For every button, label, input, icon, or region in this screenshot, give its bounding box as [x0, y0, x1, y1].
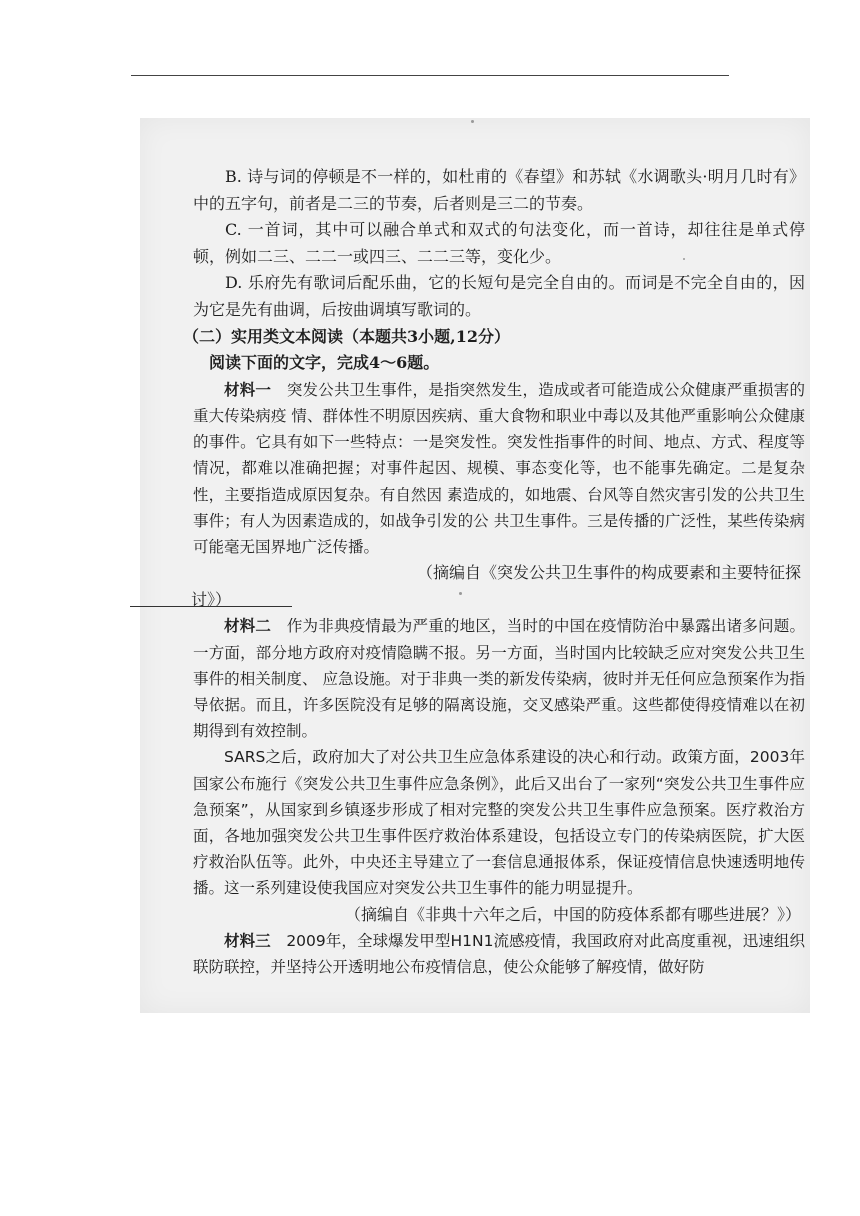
margin-rule — [130, 606, 292, 607]
option-d: D. 乐府先有歌词后配乐曲，它的长短句是完全自由的。而词是不完全自由的，因为它是先有曲调，后按曲调填写歌词的。 — [193, 273, 805, 319]
material-1-label: 材料一 — [224, 380, 272, 399]
material-1-text: 突发公共卫生事件，是指突然发生，造成或者可能造成公众健康严重损害的重大传染病疫 情、群体性不明原因疾病、重大食物和职业中毒以及其他严重影响公众健康的事件。它具有如下一些特点：一是突发性。突发性指事件的时间、地点、方式、程度等情况，都难以准确把握；对事件起因、规模、事态变化等，也不能事先确定。二是复杂性，主要指造成原因复杂。有自然因 素造成的，如地震、台风等自然灾害引发的公共卫生事件；有人为因素造成的，如战争引发的公 共卫生事件。三是传播的广泛性，某些传染病可能毫无国界地广泛传播。 — [193, 380, 805, 556]
material-1-source: （摘编自《突发公共卫生事件的构成要素和主要特征探 — [416, 563, 801, 583]
option-b: B. 诗与词的停顿是不一样的，如杜甫的《春望》和苏轼《水调歌头·明月几时有》中的五字句，前者是二三的节奏，后者则是三二的节奏。 — [193, 167, 805, 213]
material-2 — [193, 613, 805, 744]
scan-speck — [459, 592, 462, 595]
material-2-label: 材料二 — [224, 617, 272, 636]
material-3-text: 2009年，全球爆发甲型H1N1流感疫情，我国政府对此高度重视，迅速组织联防联控，并坚持公开透明地公布疫情信息，使公众能够了解疫情，做好防 — [193, 932, 805, 977]
material-3-label: 材料三 — [224, 932, 271, 951]
header-rule — [131, 75, 729, 76]
option-c: C. 一首词，其中可以融合单式和双式的句法变化，而一首诗，却往往是单式停顿，例如二三、二二一或四三、二二三等，变化少。 — [193, 220, 805, 266]
section-instruction: 阅读下面的文字，完成4～6题。 — [209, 353, 440, 373]
material-3 — [193, 928, 805, 980]
scan-speck — [471, 120, 474, 123]
material-2-source: （摘编自《非典十六年之后，中国的防疫体系都有哪些进展？》） — [344, 904, 801, 924]
exam-text — [183, 164, 805, 981]
material-1-source-tail: 讨》） — [191, 589, 232, 609]
material-2-paragraph-2: SARS之后，政府加大了对公共卫生应急体系建设的决心和行动。政策方面，2003年国家公布施行《突发公共卫生事件应急条例》，此后又出台了一家列“突发公共卫生事件应急预案”，从国家到乡镇逐步形成了相对完整的突发公共卫生事件应急预案。医疗救治方面，各地加强突发公共卫生事件医疗救治体系建设，包括设立专门的传染病医院，扩大医疗救治队伍等。此外，中央还主导建立了一套信息通报体系，保证疫情信息快速透明地传播。这一系列建设使我国应对突发公共卫生事件的能力明显提升。 — [193, 748, 805, 898]
material-2-text-1: 作为非典疫情最为严重的地区，当时的中国在疫情防治中暴露出诸多问题。一方面，部分地方政府对疫情隐瞒不报。另一方面，当时国内比较缺乏应对突发公共卫生事件的相关制度、 应急设施。对于非典一类的新发传染病，彼时并无任何应急预案作为指导依据。而且，许多医院没有足够的隔离设施，交叉感染严重。这些都使得疫情难以在初期得到有效控制。 — [193, 617, 805, 741]
scan-speck — [683, 258, 685, 260]
section-title: （二）实用类文本阅读（本题共3小题,12分） — [183, 326, 510, 346]
material-1 — [193, 377, 805, 560]
